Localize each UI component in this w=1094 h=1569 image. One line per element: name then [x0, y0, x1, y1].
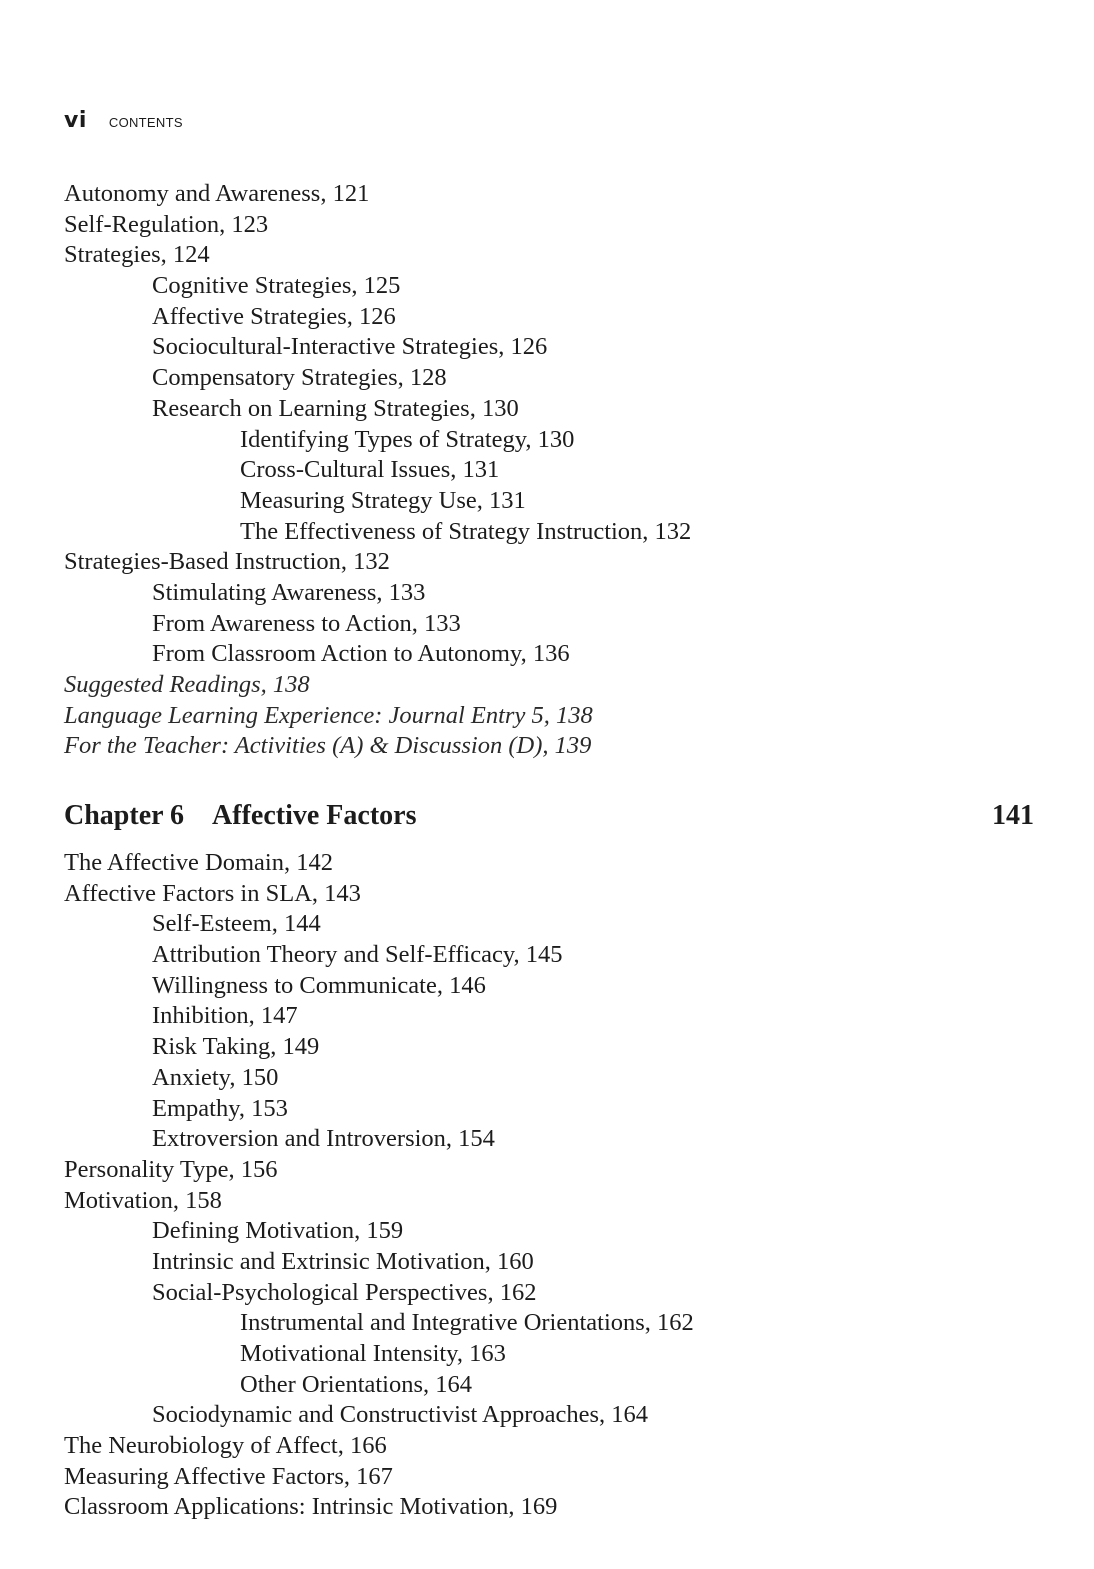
toc-entry: Cognitive Strategies, 125 [152, 272, 401, 300]
toc-entry: Self-Regulation, 123 [64, 210, 269, 238]
chapter-page-number: 141 [992, 800, 1034, 831]
toc-entry: Attribution Theory and Self-Efficacy, 145 [152, 941, 563, 969]
toc-entry: From Awareness to Action, 133 [152, 609, 461, 637]
toc-entry: Inhibition, 147 [152, 1002, 298, 1030]
toc-entry: Personality Type, 156 [64, 1155, 278, 1183]
toc-entry: Strategies-Based Instruction, 132 [64, 548, 390, 576]
toc-list-before-chapter [64, 179, 1044, 762]
toc-entry: Stimulating Awareness, 133 [152, 578, 426, 606]
toc-entry: Research on Learning Strategies, 130 [152, 394, 519, 422]
toc-entry: Measuring Affective Factors, 167 [64, 1462, 393, 1490]
toc-entry: The Neurobiology of Affect, 166 [64, 1432, 387, 1460]
toc-entry: Intrinsic and Extrinsic Motivation, 160 [152, 1247, 534, 1275]
toc-entry: Empathy, 153 [152, 1094, 288, 1122]
toc-entry: Suggested Readings, 138 [64, 671, 310, 698]
toc-entry: Motivation, 158 [64, 1186, 222, 1214]
toc-entry: Measuring Strategy Use, 131 [240, 486, 526, 514]
toc-entry: Affective Factors in SLA, 143 [64, 879, 361, 907]
page-header [64, 108, 183, 133]
toc-entry: Willingness to Communicate, 146 [152, 971, 486, 999]
toc-entry: Language Learning Experience: Journal Entry 5, 138 [64, 701, 593, 729]
toc-entry: From Classroom Action to Autonomy, 136 [152, 640, 570, 668]
toc-entry: Instrumental and Integrative Orientations, 162 [240, 1309, 694, 1337]
chapter-title: Affective Factors [212, 800, 417, 831]
toc-entry: Other Orientations, 164 [240, 1370, 473, 1398]
toc-entry: Compensatory Strategies, 128 [152, 364, 447, 392]
chapter-heading [64, 800, 1034, 832]
toc-entry: Sociocultural-Interactive Strategies, 126 [152, 333, 548, 361]
toc-list-chapter-6 [64, 848, 1044, 1523]
toc-entry: Risk Taking, 149 [152, 1033, 320, 1061]
toc-entry: Self-Esteem, 144 [152, 910, 321, 938]
toc-entry: Sociodynamic and Constructivist Approaches, 164 [152, 1401, 649, 1429]
toc-entry: Identifying Types of Strategy, 130 [240, 425, 575, 453]
toc-entry: The Affective Domain, 142 [64, 849, 333, 876]
toc-entry: Autonomy and Awareness, 121 [64, 180, 370, 207]
toc-entry: For the Teacher: Activities (A) & Discussion (D), 139 [64, 732, 592, 760]
toc-entry: Strategies, 124 [64, 241, 210, 269]
toc-entry: Classroom Applications: Intrinsic Motivation, 169 [64, 1493, 558, 1521]
toc-entry: Social-Psychological Perspectives, 162 [152, 1278, 537, 1306]
toc-entry: Cross-Cultural Issues, 131 [240, 456, 500, 484]
toc-entry: Motivational Intensity, 163 [240, 1340, 506, 1367]
chapter-number: Chapter 6 [64, 800, 185, 831]
toc-entry: The Effectiveness of Strategy Instruction, 132 [240, 517, 692, 545]
toc-entry: Affective Strategies, 126 [152, 302, 396, 330]
toc-entry: Extroversion and Introversion, 154 [152, 1125, 495, 1153]
toc-entry: Anxiety, 150 [152, 1063, 279, 1091]
toc-entry: Defining Motivation, 159 [152, 1217, 404, 1245]
running-head: CONTENTS [108, 115, 183, 130]
page-number: vi [64, 108, 87, 133]
